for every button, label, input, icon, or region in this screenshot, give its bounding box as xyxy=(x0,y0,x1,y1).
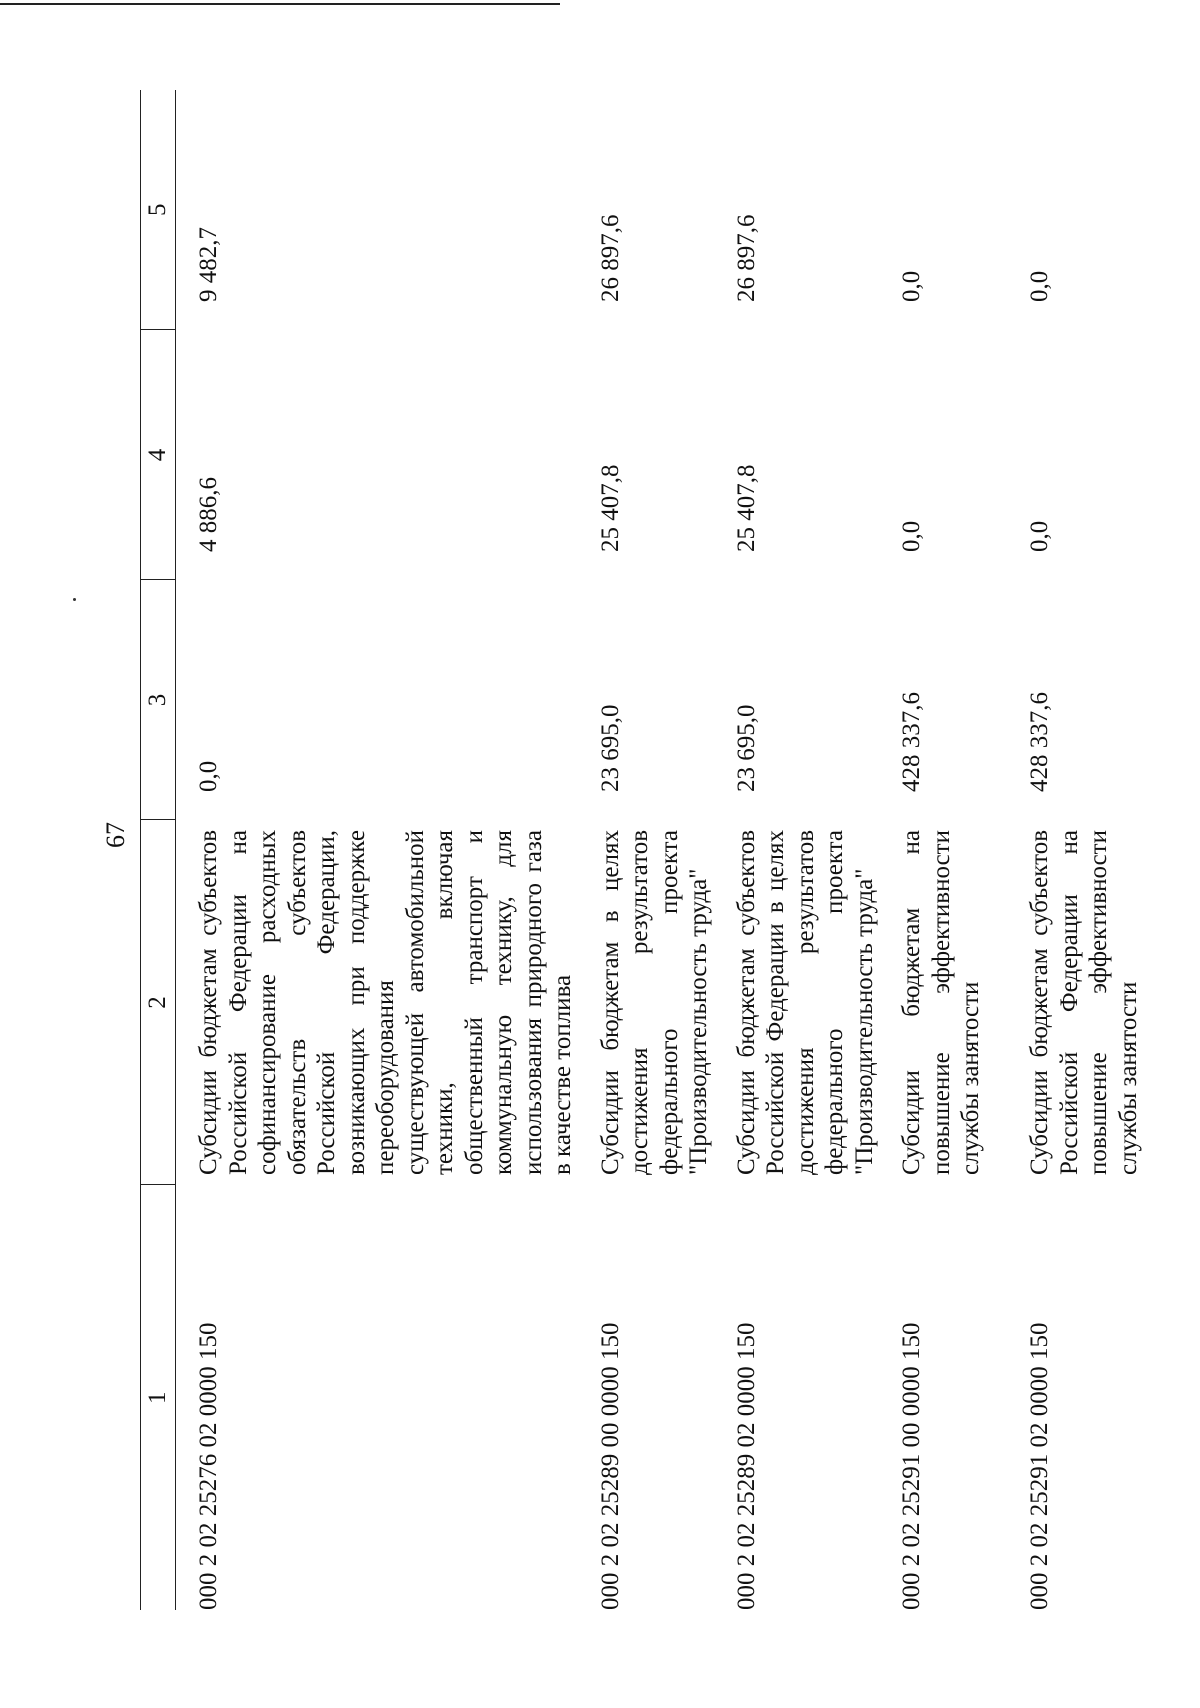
row-value-col5: 26 897,6 xyxy=(732,214,760,302)
rotated-table-sheet xyxy=(140,90,1180,1610)
page-number: 67 xyxy=(101,822,130,848)
top-border-line xyxy=(0,3,560,5)
row-value-col3: 23 695,0 xyxy=(596,704,624,792)
row-description: Субсидии бюджетам субъектов Российской Федерации в целях достижения результатов федерального проекта "Производительность труда" xyxy=(732,830,878,1175)
row-value-col3: 23 695,0 xyxy=(732,704,760,792)
row-code: 000 2 02 25276 02 0000 150 xyxy=(195,1322,222,1610)
row-value-col5: 26 897,6 xyxy=(596,214,624,302)
header-row xyxy=(141,90,176,1610)
row-code: 000 2 02 25291 00 0000 150 xyxy=(898,1322,925,1610)
table-row xyxy=(578,90,714,1610)
row-value-col4: 25 407,8 xyxy=(732,464,760,552)
row-description: Субсидии бюджетам субъектов Российской Федерации на повышение эффективности службы занятости xyxy=(1026,830,1142,1175)
budget-table xyxy=(140,90,1143,1610)
row-value-col3: 428 337,6 xyxy=(898,692,925,792)
header-col-1: 1 xyxy=(141,1185,176,1610)
row-value-col4: 25 407,8 xyxy=(596,464,624,552)
header-col-4: 4 xyxy=(141,330,176,580)
row-code: 000 2 02 25289 02 0000 150 xyxy=(732,1322,760,1610)
row-value-col3: 428 337,6 xyxy=(1026,692,1053,792)
header-col-3: 3 xyxy=(141,580,176,820)
scan-speck xyxy=(73,598,76,601)
header-col-2: 2 xyxy=(141,820,176,1185)
row-description: Субсидии бюджетам в целях достижения результатов федерального проекта "Производительность труда" xyxy=(596,830,712,1175)
table-row xyxy=(879,90,1007,1610)
row-value-col3: 0,0 xyxy=(195,760,222,792)
table-row xyxy=(1007,90,1143,1610)
row-code: 000 2 02 25289 00 0000 150 xyxy=(596,1322,624,1610)
table-row xyxy=(176,90,578,1610)
row-value-col5: 0,0 xyxy=(898,270,925,302)
row-value-col4: 0,0 xyxy=(898,520,925,552)
header-col-5: 5 xyxy=(141,90,176,330)
row-description: Субсидии бюджетам на повышение эффективности службы занятости xyxy=(898,830,984,1175)
row-value-col4: 4 886,6 xyxy=(195,477,222,552)
row-value-col5: 0,0 xyxy=(1026,270,1053,302)
row-value-col5: 9 482,7 xyxy=(195,227,222,302)
table-row xyxy=(714,90,880,1610)
row-value-col4: 0,0 xyxy=(1026,520,1053,552)
row-code: 000 2 02 25291 02 0000 150 xyxy=(1026,1322,1053,1610)
row-description: Субсидии бюджетам субъектов Российской Федерации на софинансирование расходных обязательств субъектов Российской Федерации, возникающих при поддержке переоборудования существующей автомобильной техники, включая общественный транспорт и коммунальную технику, для использования природного газа в качестве топлива xyxy=(195,830,576,1175)
